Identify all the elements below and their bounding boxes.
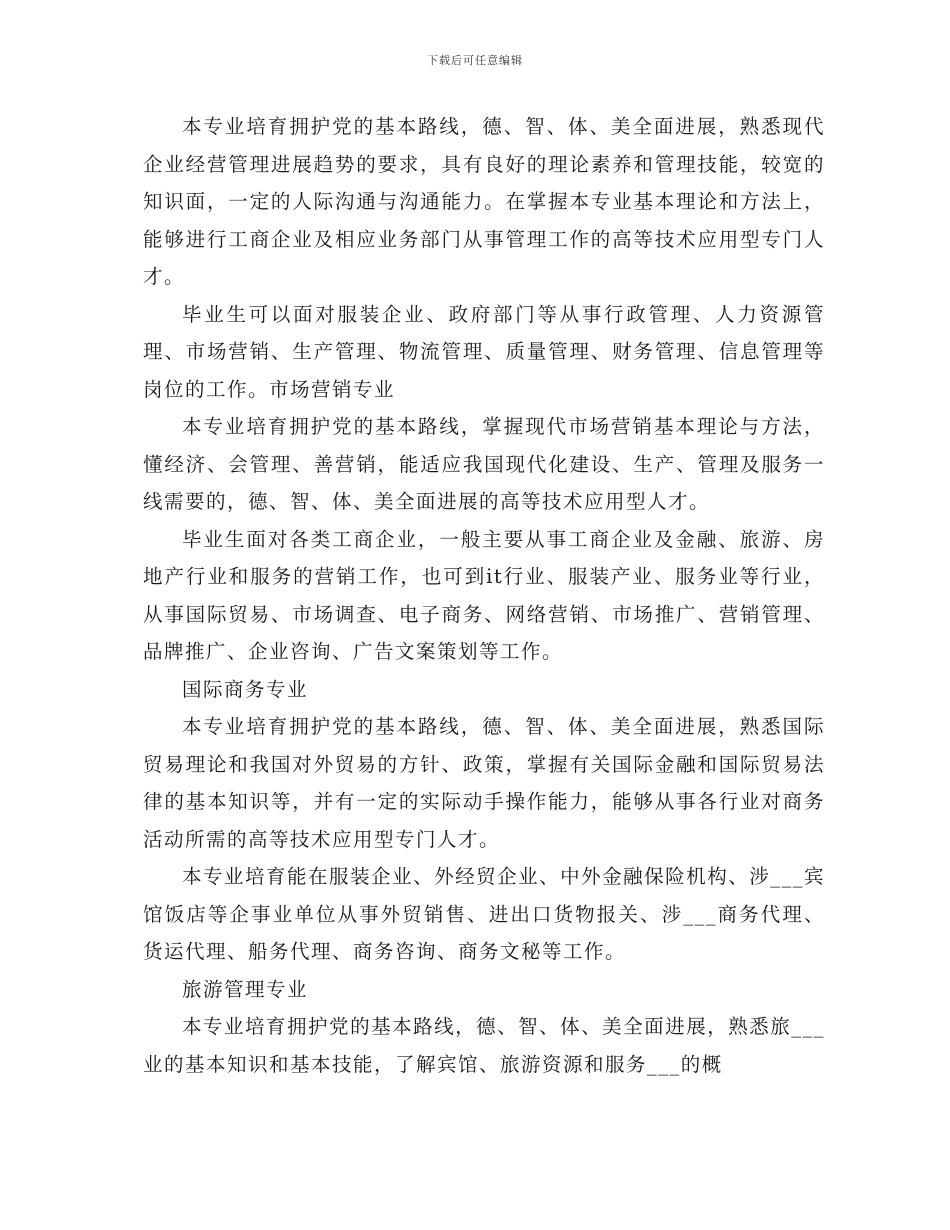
document-body	[143, 108, 825, 1083]
section-heading-tourism-management: 旅游管理专业	[182, 977, 309, 1001]
paragraph-tourism-intro: 本专业培育拥护党的基本路线，德、智、体、美全面进展，熟悉旅___业的基本知识和基本技能，了解宾馆、旅游资源和服务___的概	[143, 1015, 825, 1076]
paragraph-international-business-intro: 本专业培育拥护党的基本路线，德、智、体、美全面进展，熟悉国际贸易理论和我国对外贸易的方针、政策，掌握有关国际金融和国际贸易法律的基本知识等，并有一定的实际动手操作能力，能够从事各行业对商务活动所需的高等技术应用型专门人才。	[143, 715, 825, 851]
paragraph-business-admin-careers: 毕业生可以面对服装企业、政府部门等从事行政管理、人力资源管理、市场营销、生产管理、物流管理、质量管理、财务管理、信息管理等岗位的工作。市场营销专业	[143, 302, 825, 401]
paragraph-marketing-intro: 本专业培育拥护党的基本路线，掌握现代市场营销基本理论与方法，懂经济、会管理、善营销，能适应我国现代化建设、生产、管理及服务一线需要的，德、智、体、美全面进展的高等技术应用型人才。	[143, 415, 825, 513]
paragraph-business-admin-intro: 本专业培育拥护党的基本路线，德、智、体、美全面进展，熟悉现代企业经营管理进展趋势的要求，具有良好的理论素养和管理技能，较宽的知识面，一定的人际沟通与沟通能力。在掌握本专业基本理论和方法上，能够进行工商企业及相应业务部门从事管理工作的高等技术应用型专门人才。	[143, 115, 825, 288]
section-heading-international-business: 国际商务专业	[182, 677, 309, 701]
paragraph-international-business-careers: 本专业培育能在服装企业、外经贸企业、中外金融保险机构、涉___宾馆饭店等企事业单位从事外贸销售、进出口货物报关、涉___商务代理、货运代理、船务代理、商务咨询、商务文秘等工作。	[143, 865, 825, 963]
page-header: 下载后可任意编辑	[427, 54, 523, 67]
paragraph-marketing-careers: 毕业生面对各类工商企业，一般主要从事工商企业及金融、旅游、房地产行业和服务的营销工作，也可到it行业、服装产业、服务业等行业，从事国际贸易、市场调查、电子商务、网络营销、市场推广、营销管理、品牌推广、企业咨询、广告文案策划等工作。	[143, 527, 825, 663]
